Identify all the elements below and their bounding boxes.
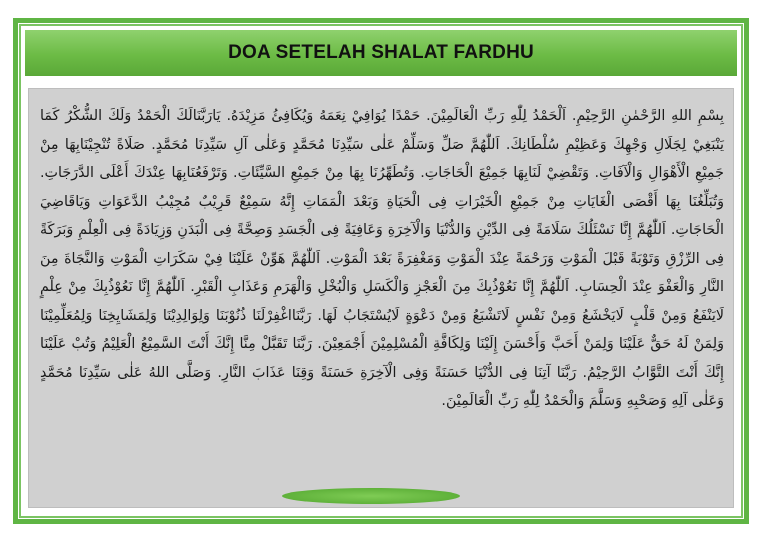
decorative-oval <box>282 488 460 504</box>
doa-arabic-text: بِسْمِ اللهِ الرَّحْمٰنِ الرَّحِيْمِ. اَلْحَمْدُ لِلّٰهِ رَبِّ الْعَالَمِيْنَ. حَمْدًا يُوَافِيْ نِعَمَهُ وَيُكَافِئُ مَزِيْدَهُ. يَارَبَّنَالَكَ الْحَمْدُ وَلَكَ الشُّكْرُ كَمَا يَنْبَغِيْ لِجَلَالِ وَجْهِكَ وَعَظِيْمِ سُلْطَانِكَ. اَللّٰهُمَّ صَلِّ وَسَلِّمْ عَلٰى سَيِّدِنَا مُحَمَّدٍ وَعَلٰى آلِ سَيِّدِنَا مُحَمَّدٍ. صَلَاةً تُنْجِيْنَابِهَا مِنْ جَمِيْعِ الْأَهْوَالِ وَالْآفَاتِ. وَتَقْضِيْ لَنَابِهَا جَمِيْعَ الْحَاجَاتِ. وَتُطَهِّرُنَا بِهَا مِنْ جَمِيْعِ السَّيِّئَاتِ. وَتَرْفَعُنَابِهَا عِنْدَكَ أَعْلَى الدَّرَجَاتِ. وَتُبَلِّغُنَا بِهَا أَقْصَى الْغَايَاتِ مِنْ جَمِيْعِ الْخَيْرَاتِ فِى الْحَيَاةِ وَبَعْدَ الْمَمَاتِ إِنَّهُ سَمِيْعٌ قَرِيْبٌ مُجِيْبُ الدَّعَوَاتِ وَيَاقَاضِيَ الْحَاجَاتِ. اَللّٰهُمَّ إِنَّا نَسْئَلُكَ سَلَامَةً فِى الدِّيْنِ وَالدُّنْيَا وَالْآخِرَةِ وَعَافِيَةً فِى الْجَسَدِ وَصِحَّةً فِى الْبَدَنِ وَزِيَادَةً فِى الْعِلْمِ وَبَرَكَةً فِى الرِّزْقِ وَتَوْبَةً قَبْلَ الْمَوْتِ وَرَحْمَةً عِنْدَ الْمَوْتِ وَمَغْفِرَةً بَعْدَ الْمَوْتِ. اَللّٰهُمَّ هَوِّنْ عَلَيْنَا فِيْ سَكَرَاتِ الْمَوْتِ وَالنَّجَاةَ مِنَ النَّارِ وَالْعَفْوَ عِنْدَ الْحِسَابِ. اَللّٰهُمَّ إِنَّا نَعُوْذُبِكَ مِنَ الْعَجْزِ وَالْكَسَلِ وَالْبُخْلِ وَالْهَرَمِ وَعَذَابِ الْقَبْرِ. اَللّٰهُمَّ إِنَّا نَعُوْذُبِكَ مِنْ عِلْمٍ لَايَنْفَعُ وَمِنْ قَلْبٍ لَايَخْشَعُ وَمِنْ نَفْسٍ لَاتَشْبَعُ وَمِنْ دَعْوَةٍ لَايُسْتَجَابُ لَهَا. رَبَّنَااغْفِرْلَنَا ذُنُوْبَنَا وَلِوَالِدِيْنَا وَلِمَشَايِخِنَا وَلِمُعَلِّمِيْنَا وَلِمَنْ لَهُ حَقٌّ عَلَيْنَا وَلِمَنْ أَحَبَّ وَأَحْسَنَ إِلَيْنَا وَلِكَافَّةِ الْمُسْلِمِيْنَ أَجْمَعِيْنَ. رَبَّنَا تَقَبَّلْ مِنَّا إِنَّكَ أَنْتَ السَّمِيْعُ الْعَلِيْمُ وَتُبْ عَلَيْنَا إِنَّكَ أَنْتَ التَّوَّابُ الرَّحِيْمُ. رَبَّنَا آتِنَا فِى الدُّنْيَا حَسَنَةً وَفِى الْآخِرَةِ حَسَنَةً وَقِنَا عَذَابَ النَّارِ. وَصَلَّى اللهُ عَلٰى سَيِّدِنَا مُحَمَّدٍ وَعَلٰى آلِهِ وَصَحْبِهِ وَسَلَّمَ وَالْحَمْدُ لِلّٰهِ رَبِّ الْعَالَمِيْنَ. <box>40 108 724 409</box>
page-title: DOA SETELAH SHALAT FARDHU <box>228 42 534 63</box>
title-banner <box>25 30 737 76</box>
